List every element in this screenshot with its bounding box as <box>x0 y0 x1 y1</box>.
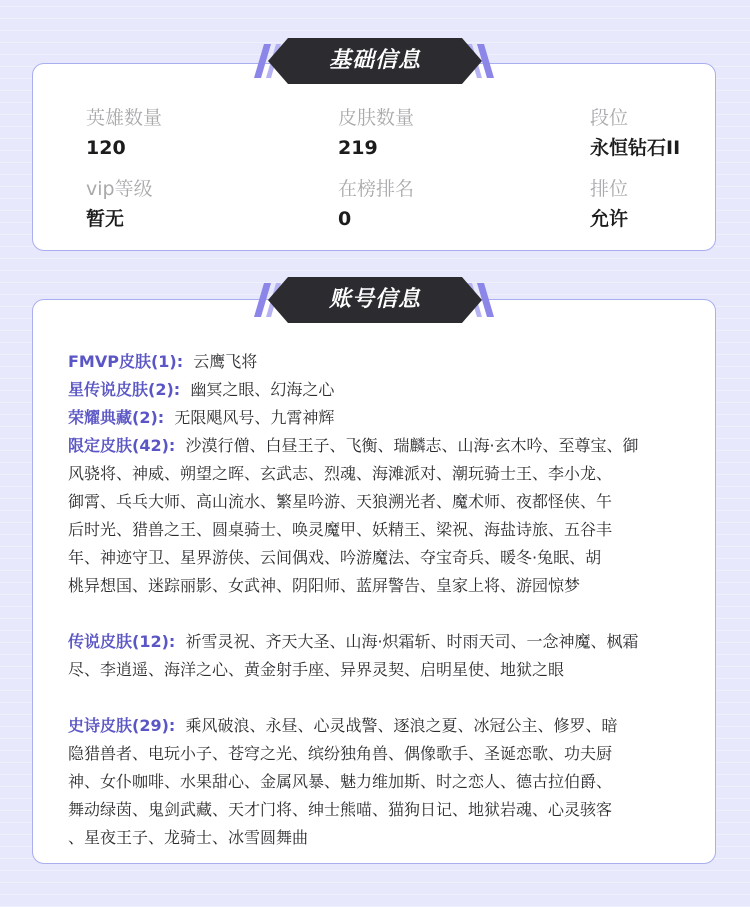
skin-list-line: 祈雪灵祝、齐天大圣、山海·炽霜斩、时雨天司、一念神魔、枫霜 <box>185 632 639 651</box>
row-label: FMVP皮肤(1): <box>68 352 184 371</box>
account-info-banner <box>248 277 502 323</box>
row-label: 限定皮肤(42): <box>68 436 176 455</box>
stat-value: 0 <box>338 208 352 230</box>
stat-value: 120 <box>86 137 126 159</box>
stat-label: 英雄数量 <box>86 107 163 129</box>
stat-value: 219 <box>338 137 378 159</box>
stat-value: 允许 <box>590 208 629 230</box>
basic-info-banner <box>248 38 502 84</box>
skin-list-line: 乘风破浪、永昼、心灵战警、逐浪之夏、冰冠公主、修罗、暗 <box>185 716 618 735</box>
skin-list-line: 舞动绿茵、鬼剑武藏、天才门将、绅士熊喵、猫狗日记、地狱岩魂、心灵骇客 <box>68 800 613 819</box>
account-info-title: 账号信息 <box>328 287 421 312</box>
stat-ranked-allowed <box>590 177 628 231</box>
stat-label: 在榜排名 <box>338 178 415 200</box>
skin-list-line: 御霄、乓乓大师、高山流水、繁星吟游、天狼溯光者、魔术师、夜都怪侠、午 <box>68 492 613 511</box>
skin-row-glory-collection <box>68 404 696 432</box>
skin-list-line: 尽、李逍遥、海洋之心、黄金射手座、异界灵契、启明星使、地狱之眼 <box>68 660 565 679</box>
skin-list: 无限飓风号、九霄神辉 <box>174 408 335 427</box>
stat-skin-count <box>338 106 414 160</box>
row-label: 传说皮肤(12): <box>68 632 176 651</box>
skin-list-line: 、星夜王子、龙骑士、冰雪圆舞曲 <box>68 828 309 847</box>
basic-info-title: 基础信息 <box>328 48 421 73</box>
skin-list-line: 沙漠行僧、白昼王子、飞衡、瑞麟志、山海·玄木吟、至尊宝、御 <box>185 436 639 455</box>
skin-row-limited <box>68 432 696 600</box>
skin-list: 幽冥之眼、幻海之心 <box>190 380 335 399</box>
stat-vip-level <box>86 177 153 231</box>
skin-list: 云鹰飞将 <box>193 352 258 371</box>
skin-row-legend <box>68 628 696 684</box>
row-label: 史诗皮肤(29): <box>68 716 176 735</box>
skin-list-line: 神、女仆咖啡、水果甜心、金属风暴、魅力维加斯、时之恋人、德古拉伯爵、 <box>68 772 613 791</box>
stat-label: 皮肤数量 <box>338 107 415 129</box>
skin-row-star-legend <box>68 376 696 404</box>
row-label: 荣耀典藏(2): <box>68 408 165 427</box>
row-label: 星传说皮肤(2): <box>68 380 181 399</box>
stat-label: 排位 <box>590 178 629 200</box>
skin-list-line: 年、神迹守卫、星界游侠、云间偶戏、吟游魔法、夺宝奇兵、暖冬·兔眠、胡 <box>68 548 602 567</box>
skin-list-line: 隐猎兽者、电玩小子、苍穹之光、缤纷独角兽、偶像歌手、圣诞恋歌、功夫厨 <box>68 744 613 763</box>
stat-label: vip等级 <box>86 178 153 200</box>
stat-value: 暂无 <box>86 208 125 230</box>
stat-leaderboard-rank <box>338 177 414 231</box>
skin-list-line: 桃异想国、迷踪丽影、女武神、阴阳师、蓝屏警告、皇家上将、游园惊梦 <box>68 576 581 595</box>
skin-list-line: 后时光、猎兽之王、圆桌骑士、唤灵魔甲、妖精王、梁祝、海盐诗旅、五谷丰 <box>68 520 613 539</box>
stat-label: 段位 <box>590 107 629 129</box>
stat-rank-tier <box>590 106 680 160</box>
stat-value: 永恒钻石II <box>590 137 681 159</box>
skin-row-fmvp <box>68 348 696 376</box>
stat-hero-count <box>86 106 162 160</box>
skin-row-epic <box>68 712 696 852</box>
skin-list-line: 风骁将、神威、朔望之晖、玄武志、烈魂、海滩派对、潮玩骑士王、李小龙、 <box>68 464 613 483</box>
